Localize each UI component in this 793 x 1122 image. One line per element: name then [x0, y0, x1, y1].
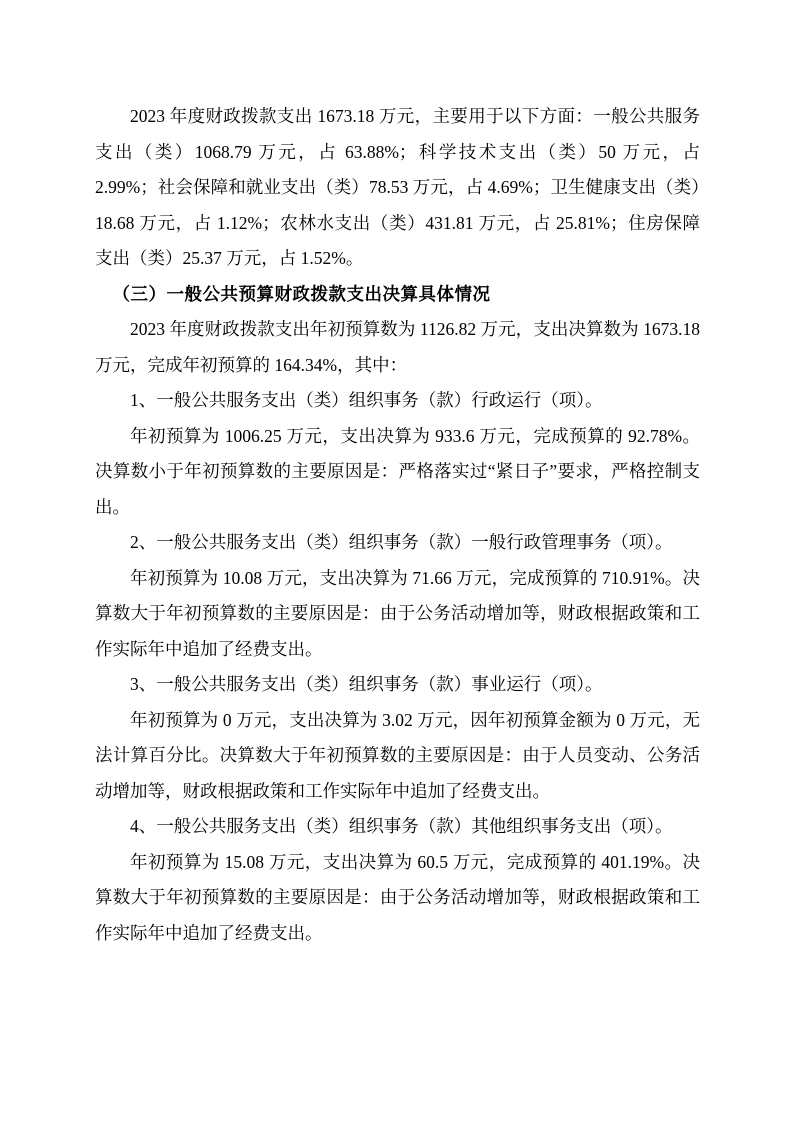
item-3-detail: 年初预算为 0 万元，支出决算为 3.02 万元，因年初预算金额为 0 万元，无法计算百分比。决算数大于年初预算数的主要原因是：由于人员变动、公务活动增加等，财政根据政策和工作实际年中追加了经费支出。	[95, 709, 700, 801]
para-2023-expenditure-breakdown: 2023 年度财政拨款支出 1673.18 万元，主要用于以下方面：一般公共服务支出（类）1068.79 万元，占 63.88%；科学技术支出（类）50 万元，占 2.99%；社会保障和就业支出（类）78.53 万元，占 4.69%；卫生健康支出（类）18.68 万元，占 1.12%；农林水支出（类）431.81 万元，占 25.81%；住房保障支出（类）25.37 万元，占 1.52%。	[95, 106, 700, 268]
item-4-detail: 年初预算为 15.08 万元，支出决算为 60.5 万元，完成预算的 401.19%。决算数大于年初预算数的主要原因是：由于公务活动增加等，财政根据政策和工作实际年中追加了经费支出。	[95, 851, 700, 943]
item-3-title: 3、一般公共服务支出（类）组织事务（款）事业运行（项）。	[130, 674, 603, 694]
item-2-title: 2、一般公共服务支出（类）组织事务（款）一般行政管理事务（项）。	[130, 532, 673, 552]
item-4-title: 4、一般公共服务支出（类）组织事务（款）其他组织事务支出（项）。	[130, 816, 673, 836]
item-2-detail: 年初预算为 10.08 万元，支出决算为 71.66 万元，完成预算的 710.91%。决算数大于年初预算数的主要原因是：由于公务活动增加等，财政根据政策和工作实际年中追加了经费支出。	[95, 567, 700, 659]
item-1-title: 1、一般公共服务支出（类）组织事务（款）行政运行（项）。	[130, 390, 603, 410]
item-1-detail: 年初预算为 1006.25 万元，支出决算为 933.6 万元，完成预算的 92.78%。决算数小于年初预算数的主要原因是：严格落实过“紧日子”要求，严格控制支出。	[95, 425, 700, 517]
heading-section-three: （三）一般公共预算财政拨款支出决算具体情况	[112, 283, 491, 304]
para-budget-vs-final-summary: 2023 年度财政拨款支出年初预算数为 1126.82 万元，支出决算数为 1673.18 万元，完成年初预算的 164.34%，其中：	[95, 319, 700, 375]
